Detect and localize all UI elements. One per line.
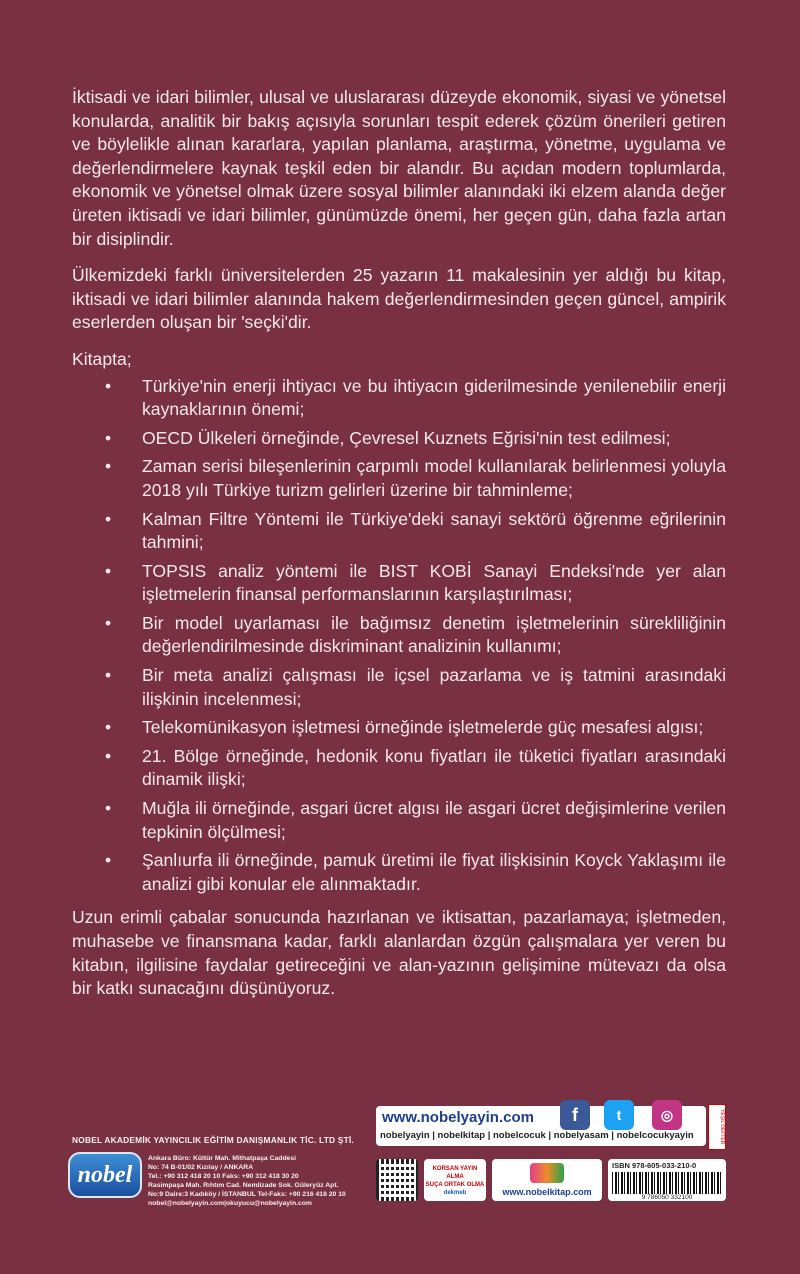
publisher-name: NOBEL AKADEMİK YAYINCILIK EĞİTİM DANIŞMANLIK TİC. LTD ŞTİ. [72,1135,354,1145]
bullet-icon: • [105,717,112,738]
shopping-cart-icon [530,1163,564,1183]
list-item: • Zaman serisi bileşenlerinin çarpımlı model kullanılarak belirlenmesi yoluyla 2018 yılı Türkiye turizm gelirleri üzerine bir tahminleme; [105,456,726,500]
list-item: • Bir model uyarlaması ile bağımsız denetim işletmelerinin sürekliliğinin değerlendirilmesinde diskriminant analizinin kullanımı; [105,612,726,657]
second-paragraph: Ülkemizdeki farklı üniversitelerden 25 yazarın 11 makalesinin yer aldığı bu kitap, iktisadi ve idari bilimler alanında hakem değerlendirmesinden geçen güncel, ampirik eserlerden oluşan bir 'seçki'dir. [72,265,726,333]
bullet-icon: • [105,665,112,686]
anti-piracy-badge: KORSAN YAYIN ALMA SUÇA ORTAK OLMA dekmeb [424,1159,486,1201]
topics-list [72,375,726,897]
instagram-icon[interactable]: ◎ [652,1100,682,1130]
bullet-icon: • [105,612,112,633]
twitter-icon[interactable]: t [604,1100,634,1130]
website-link[interactable]: www.nobelyayin.com [382,1109,534,1126]
shop-banner[interactable]: www.nobelkitap.com [492,1159,602,1201]
bullet-icon: • [105,798,112,819]
intro-paragraph: İktisadi ve idari bilimler, ulusal ve uluslararası düzeyde ekonomik, siyasi ve yönetsel konularda, analitik bir bakış açısıyla sorunları tespit ederek çözüm önerileri getiren ve böylelikle alınan kararlara, yapılan planlama, araştırma, yönetme, uygulama ve değerlendirmelere kaynak teşkil eden bir alandır. Bu açıdan modern toplumlarda, ekonomik ve yönetsel olmak üzere sosyal bilimler alanındaki iki elzem alanda değer üreten iktisadi ve idari bilimler, günümüzde önemi, her geçen gün, daha fazla artan bir disiplindir. [72,87,726,249]
list-intro: Kitapta; [72,348,132,369]
list-item: • Muğla ili örneğinde, asgari ücret algısı ile asgari ücret değişimlerine verilen tepkinin ölçülmesi; [105,798,726,842]
bullet-icon: • [105,745,112,766]
nobel-logo: nobel [68,1152,142,1198]
list-item: • OECD Ülkeleri örneğinde, Çevresel Kuznets Eğrisi'nin test edilmesi; [72,427,726,451]
facebook-icon[interactable]: f [560,1100,590,1130]
list-item: • Telekomünikasyon işletmesi örneğinde işletmelerde güç mesafesi algısı; [72,716,726,740]
list-item: • Şanlıurfa ili örneğinde, pamuk üretimi ile fiyat ilişkisinin Koyck Yaklaşımı ile analizi gibi konular ele alınmaktadır. [105,850,726,894]
list-item: • Türkiye'nin enerji ihtiyacı ve bu ihtiyacın giderilmesinde yenilenebilir enerji kaynaklarının önemi; [105,375,726,420]
website-banner [376,1106,706,1146]
back-cover-text [72,86,726,1014]
bullet-icon: • [105,427,112,448]
bullet-icon: • [105,456,112,477]
bullet-icon: • [105,508,112,529]
sub-site-links[interactable]: nobelyayin | nobelkitap | nobelcocuk | nobelyasam | nobelcocukyayin [380,1130,694,1141]
list-item: • 21. Bölge örneğinde, hedonik konu fiyatları ile tüketici fiyatları arasındaki dinamik ilişki; [105,745,726,790]
barcode-icon [612,1172,722,1194]
bullet-icon: • [105,560,112,581]
publisher-address: Ankara Büro: Kültür Mah. Mithatpaşa Caddesi No: 74 B-01/02 Kızılay / ANKARA Tel.: +90 312 418 20 10 Faks: +90 312 418 30 20 Rasimpaşa Mah. Rıhtım Cad. Nemlizade Sok. Güleryüz Apt. No:9 Daire:3 Kadıköy / İSTANBUL Tel-Faks: +90 216 418 20 10 nobel@nobelyayin.com|okuyucu@nobelyayin.com [148,1155,346,1207]
list-item: • Kalman Filtre Yöntemi ile Türkiye'deki sanayi sektörü öğrenme eğrilerinin tahmini; [105,508,726,553]
qr-code-icon [376,1159,418,1201]
closing-paragraph: Uzun erimli çabalar sonucunda hazırlanan ve iktisattan, pazarlamaya; işletmeden, muhasebe ve finansmana kadar, farklı alanlardan özgün çalışmalara yer veren bu kitabın, ilgilisine faydalar getireceğini ve alan-yazının gelişimine mütevazı da olsa bir katkı sunacağını düşünüyoruz. [72,907,726,999]
green-book-seal: YEŞİL DEFTER [708,1104,726,1150]
list-item: • TOPSIS analiz yöntemi ile BIST KOBİ Sanayi Endeksi'nde yer alan işletmelerin finansal performanslarının karşılaştırılması; [105,560,726,605]
bullet-icon: • [105,375,112,396]
list-item: • Bir meta analizi çalışması ile içsel pazarlama ve iş tatmini arasındaki ilişkinin incelenmesi; [105,665,726,709]
bullet-icon: • [105,850,112,871]
isbn-barcode: ISBN 978-605-033-210-0 9 786050 332100 [608,1159,726,1201]
footer [0,1100,800,1274]
